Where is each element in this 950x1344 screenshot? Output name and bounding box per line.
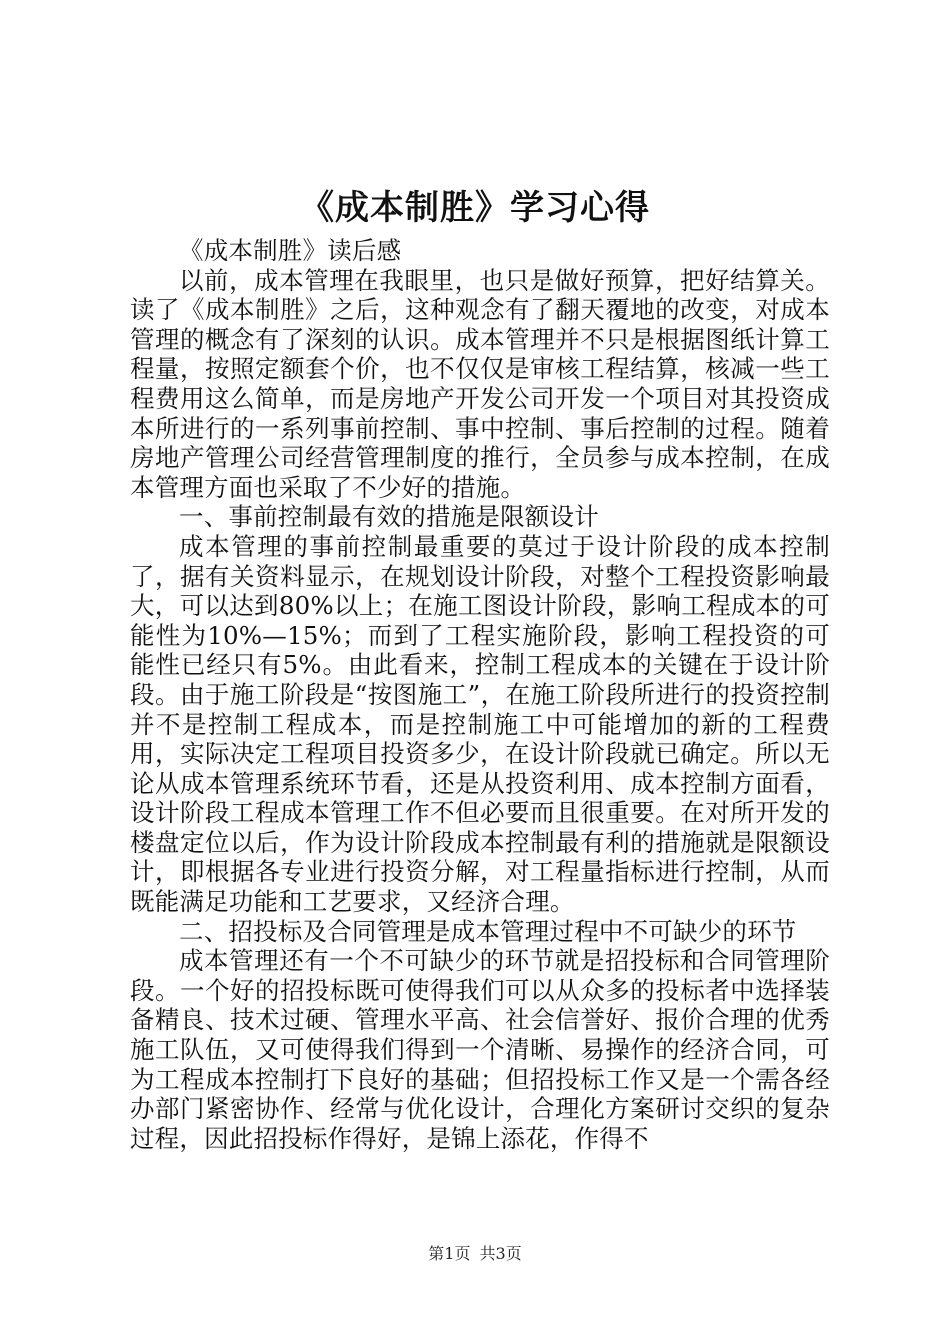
section-1-paragraph: 成本管理的事前控制最重要的莫过于设计阶段的成本控制了，据有关资料显示，在规划设计阶段，对整个工程投资影响最大，可以达到80%以上；在施工图设计阶段，影响工程成本的可能性为10%—15%；而到了工程实施阶段，影响工程投资的可能性已经只有5%。由此看来，控制工程成本的关键在于设计阶段。由于施工阶段是“按图施工”，在施工阶段所进行的投资控制并不是控制工程成本，而是控制施工中可能增加的新的工程费用，实际决定工程项目投资多少，在设计阶段就已确定。所以无论从成本管理系统环节看，还是从投资利用、成本控制方面看，设计阶段工程成本管理工作不但必要而且很重要。在对所开发的楼盘定位以后，作为设计阶段成本控制最有利的措施就是限额设计，即根据各专业进行投资分解，对工程量指标进行控制，从而既能满足功能和工艺要求，又经济合理。 [130,531,830,917]
subtitle-paragraph: 《成本制胜》读后感 [179,236,402,265]
document-body [130,236,830,1153]
section-2-paragraph: 成本管理还有一个不可缺少的环节就是招投标和合同管理阶段。一个好的招投标既可使得我们可以从众多的投标者中选择装备精良、技术过硬、管理水平高、社会信誉好、报价合理的优秀施工队伍，又可使得我们得到一个清晰、易操作的经济合同，可为工程成本控制打下良好的基础；但招投标工作又是一个需各经办部门紧密协作、经常与优化设计，合理化方案研讨交织的复杂过程，因此招投标作得好，是锦上添花，作得不 [130,946,830,1153]
page-footer [0,1243,950,1265]
section-heading-1: 一、事前控制最有效的措施是限额设计 [179,502,599,532]
document-title: 《成本制胜》学习心得 [300,188,650,228]
page-number: 第1页 [428,1244,471,1263]
section-heading-2: 二、招投标及合同管理是成本管理过程中不可缺少的环节 [179,916,797,946]
page-total: 共3页 [479,1244,522,1263]
intro-paragraph: 以前，成本管理在我眼里，也只是做好预算，把好结算关。读了《成本制胜》之后，这种观念有了翻天覆地的改变，对成本管理的概念有了深刻的认识。成本管理并不只是根据图纸计算工程量，按照定额套个价，也不仅仅是审核工程结算，核减一些工程费用这么简单，而是房地产开发公司开发一个项目对其投资成本所进行的一系列事前控制、事中控制、事后控制的过程。随着房地产管理公司经营管理制度的推行，全员参与成本控制，在成本管理方面也采取了不少好的措施。 [130,265,830,502]
